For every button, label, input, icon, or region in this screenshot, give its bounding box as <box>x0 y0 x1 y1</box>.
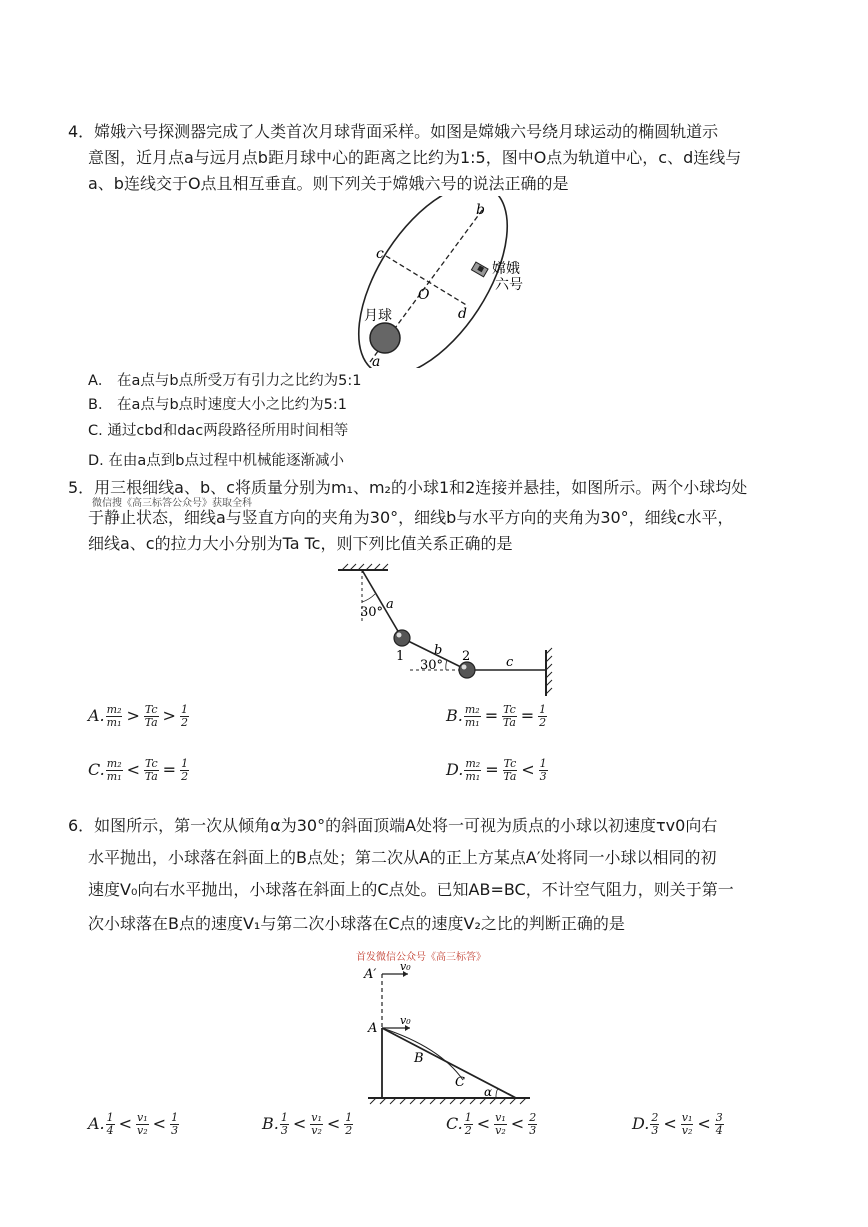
fraction-denominator: 3 <box>539 770 547 783</box>
q4-option-d: D. 在由a点到b点过程中机械能逐渐减小 <box>88 453 344 469</box>
fraction-numerator: v₁ <box>495 1111 506 1124</box>
q4-option-a: A． 在a点与b点所受万有引力之比约为5:1 <box>88 373 362 389</box>
fraction-denominator: m₁ <box>106 770 122 783</box>
relation-symbol: > <box>162 706 176 725</box>
fraction-numerator: 1 <box>345 1111 353 1124</box>
label-c: c <box>376 246 384 262</box>
relation-symbol: < <box>326 1114 341 1133</box>
q6-incline-diagram <box>360 962 540 1106</box>
q6-stem-line-3: 速度V₀向右水平抛出，小球落在斜面上的C点处。已知AB=BC，不计空气阻力，则关于第一 <box>88 880 734 899</box>
label-a: A <box>368 1021 378 1036</box>
label-o: O <box>418 287 430 303</box>
label-a-prime: A′ <box>364 967 377 982</box>
q4-stem-line-2: 意图，近月点a与远月点b距月球中心的距离之比约为1:5，图中O点为轨道中心，c、d连线与 <box>88 148 742 167</box>
relation-symbol: < <box>521 760 535 779</box>
relation-symbol: = <box>162 760 177 779</box>
fraction-numerator: m₂ <box>465 757 481 770</box>
q5-option-d <box>446 758 549 783</box>
fraction-numerator: 2 <box>529 1111 537 1124</box>
option-letter: D. <box>632 1114 650 1133</box>
q6-stem-line-4: 次小球落在B点的速度V₁与第二次小球落在C点的速度V₂之比的判断正确的是 <box>88 914 625 933</box>
fraction-denominator: 2 <box>539 716 547 729</box>
fraction-numerator: 1 <box>539 757 547 770</box>
relation-symbol: < <box>118 1114 133 1133</box>
label-v0-mid: v₀ <box>400 1014 411 1027</box>
fraction-denominator: 2 <box>180 716 188 729</box>
fraction-numerator: v₁ <box>681 1111 693 1124</box>
q6-option-d <box>632 1112 725 1137</box>
fraction-denominator: v₂ <box>311 1124 322 1137</box>
q4-stem-line-1: 4．嫦娥六号探测器完成了人类首次月球背面采样。如图是嫦娥六号绕月球运动的椭圆轨道示 <box>68 122 719 141</box>
fraction-numerator: Tc <box>144 703 158 716</box>
relation-symbol: = <box>484 706 499 725</box>
q6-option-c <box>446 1112 538 1137</box>
fraction-numerator: Tc <box>503 757 517 770</box>
q6-stem-line-2: 水平抛出，小球落在斜面上的B点处；第二次从A的正上方某点A′处将同一小球以相同的初 <box>88 848 717 867</box>
ball-2 <box>459 662 475 678</box>
label-b: b <box>476 202 485 218</box>
fraction-numerator: 1 <box>464 1111 472 1124</box>
fraction-numerator: 1 <box>181 757 189 770</box>
fraction-denominator: v₂ <box>137 1124 148 1137</box>
fraction-denominator: v₂ <box>495 1124 506 1137</box>
ball-1 <box>394 630 410 646</box>
q4-option-b: B． 在a点与b点时速度大小之比约为5:1 <box>88 397 347 413</box>
fraction-denominator: Ta <box>144 770 158 783</box>
fraction-denominator: 3 <box>529 1124 537 1137</box>
fraction-denominator: 3 <box>651 1124 659 1137</box>
option-letter: D. <box>446 760 464 779</box>
fraction-numerator: v₁ <box>311 1111 322 1124</box>
q4-orbit-diagram <box>350 196 540 368</box>
fraction-numerator: Tc <box>503 703 516 716</box>
relation-symbol: < <box>152 1114 167 1133</box>
fraction-numerator: 1 <box>171 1111 179 1124</box>
q5-stem-line-3: 细线a、c的拉力大小分别为Ta Tc，则下列比值关系正确的是 <box>88 534 513 553</box>
label-moon: 月球 <box>364 308 392 324</box>
satellite-icon <box>471 262 488 277</box>
option-letter: B. <box>446 706 463 725</box>
label-alpha: α <box>484 1085 493 1099</box>
q6-option-b <box>262 1112 354 1137</box>
fraction-numerator: 1 <box>106 1111 114 1124</box>
fraction-denominator: Ta <box>503 770 517 783</box>
relation-symbol: < <box>510 1114 525 1133</box>
fraction-denominator: 3 <box>280 1124 288 1137</box>
fraction-numerator: 3 <box>715 1111 723 1124</box>
fraction-denominator: m₁ <box>106 716 122 729</box>
fraction-numerator: 1 <box>180 703 188 716</box>
q5-option-c <box>88 758 190 783</box>
relation-symbol: = <box>520 706 535 725</box>
q4-option-c: C. 通过cbd和dac两段路径所用时间相等 <box>88 423 349 439</box>
watermark-text: 微信搜《高三标答公众号》获取全科 <box>92 498 252 509</box>
fraction-denominator: Ta <box>144 716 158 729</box>
moon-icon <box>370 323 400 353</box>
option-letter: C. <box>446 1114 463 1133</box>
fraction-denominator: Ta <box>502 716 516 729</box>
q5-stem-line-1: 5．用三根细线a、b、c将质量分别为m₁、m₂的小球1和2连接并悬挂，如图所示。两个小球均处 <box>68 478 748 497</box>
label-probe-line2: 六号 <box>495 277 523 293</box>
string-a <box>362 570 402 638</box>
label-v0-top: v₀ <box>400 962 411 973</box>
label-a: a <box>372 354 381 368</box>
label-probe-line1: 嫦娥 <box>492 261 520 277</box>
label-c: C <box>455 1075 465 1090</box>
option-letter: A. <box>88 706 105 725</box>
label-d: d <box>458 306 467 322</box>
fraction-numerator: Tc <box>145 757 158 770</box>
angle-b-label: 30° <box>420 658 444 673</box>
fraction-denominator: 3 <box>171 1124 179 1137</box>
label-c: c <box>506 655 514 670</box>
fraction-numerator: 1 <box>539 703 547 716</box>
fraction-denominator: 2 <box>464 1124 472 1137</box>
q5-option-b <box>446 704 548 729</box>
relation-symbol: < <box>292 1114 307 1133</box>
fraction-numerator: m₂ <box>464 703 480 716</box>
label-b: b <box>434 643 443 658</box>
relation-symbol: < <box>663 1114 677 1133</box>
label-ball-2: 2 <box>462 649 471 664</box>
q6-stem-line-1: 6．如图所示，第一次从倾角α为30°的斜面顶端A处将一可视为质点的小球以初速度τv0向右 <box>68 816 718 835</box>
fraction-numerator: 2 <box>651 1111 659 1124</box>
incline-slope <box>382 1028 516 1098</box>
angle-a-label: 30° <box>360 605 384 620</box>
label-b: B <box>414 1051 424 1066</box>
q5-option-a <box>88 704 190 729</box>
fraction-denominator: 4 <box>715 1124 723 1137</box>
q6-option-a <box>88 1112 180 1137</box>
watermark-text: 首发微信公众号《高三标答》 <box>356 952 486 963</box>
relation-symbol: < <box>476 1114 491 1133</box>
q5-stem-line-2: 于静止状态，细线a与竖直方向的夹角为30°，细线b与水平方向的夹角为30°，细线c水平， <box>88 508 734 527</box>
relation-symbol: < <box>697 1114 711 1133</box>
fraction-numerator: m₂ <box>106 757 122 770</box>
relation-symbol: < <box>126 760 141 779</box>
q4-stem-line-3: a、b连线交于O点且相互垂直。则下列关于嫦娥六号的说法正确的是 <box>88 174 569 193</box>
label-ball-1: 1 <box>396 649 405 664</box>
fraction-numerator: m₂ <box>106 703 122 716</box>
option-letter: B. <box>262 1114 279 1133</box>
fraction-numerator: v₁ <box>137 1111 148 1124</box>
relation-symbol: = <box>485 760 499 779</box>
label-a: a <box>386 597 394 612</box>
relation-symbol: > <box>126 706 140 725</box>
fraction-denominator: m₁ <box>464 716 480 729</box>
option-letter: C. <box>88 760 105 779</box>
fraction-denominator: 2 <box>181 770 189 783</box>
fraction-denominator: 4 <box>106 1124 114 1137</box>
fraction-denominator: 2 <box>345 1124 353 1137</box>
fraction-denominator: v₂ <box>681 1124 693 1137</box>
fraction-numerator: 1 <box>280 1111 288 1124</box>
fraction-denominator: m₁ <box>465 770 481 783</box>
option-letter: A. <box>88 1114 105 1133</box>
q5-suspension-diagram <box>334 562 564 700</box>
